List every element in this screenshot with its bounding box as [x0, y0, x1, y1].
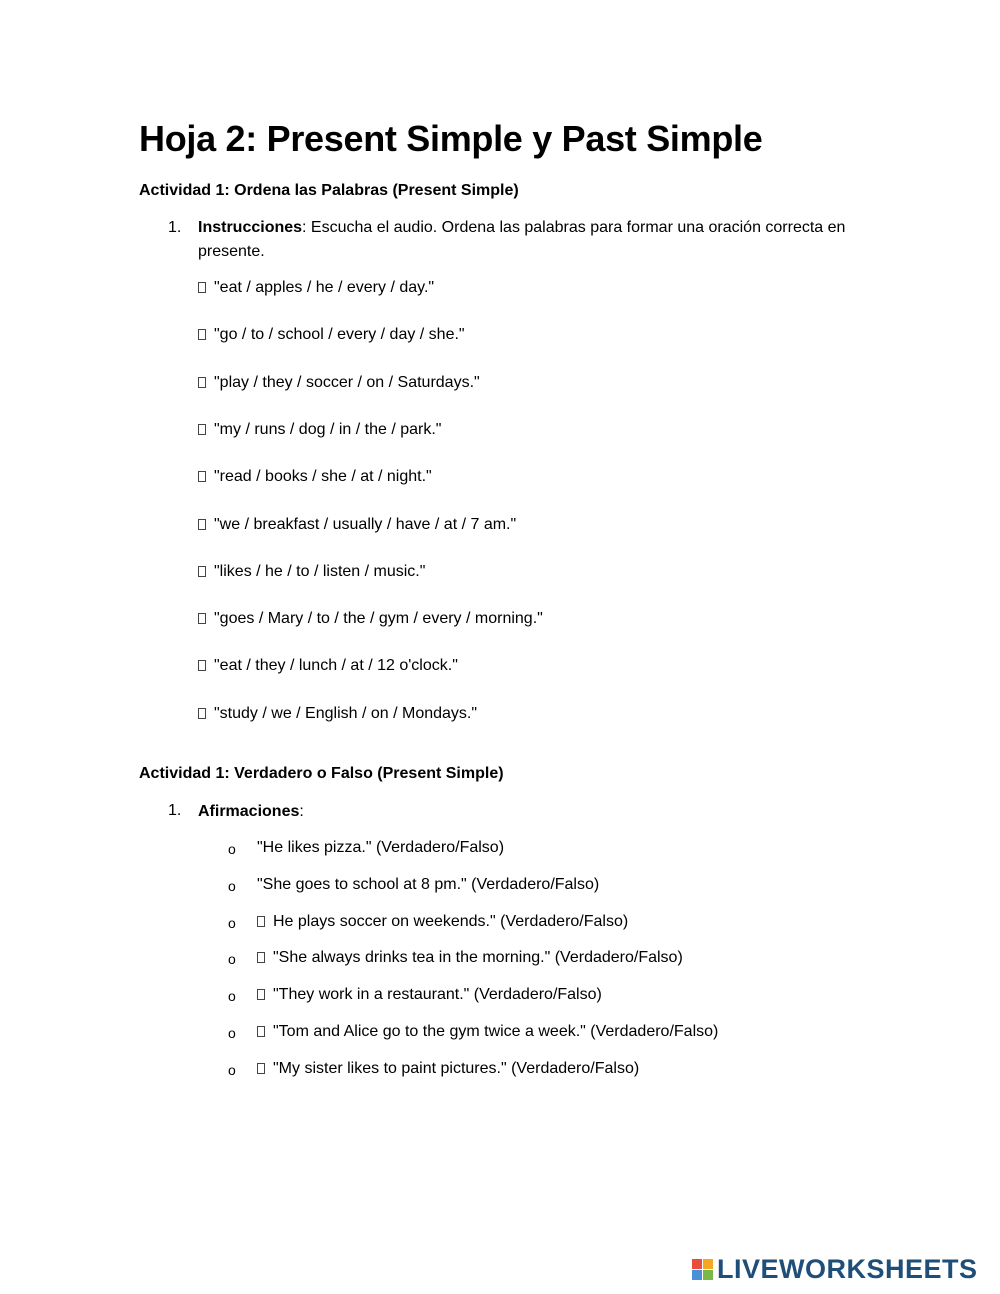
order-item-text: "go / to / school / every / day / she." — [214, 326, 465, 344]
statement-item — [257, 986, 602, 1004]
bullet-marker: o — [228, 1025, 236, 1041]
order-item — [198, 374, 480, 392]
checkbox-glyph-icon — [257, 916, 265, 927]
logo-square — [692, 1270, 702, 1280]
bullet-marker: o — [228, 877, 236, 894]
activity1-instructions — [198, 216, 858, 264]
instructions-label: Instrucciones — [198, 219, 303, 236]
statement-item — [257, 1023, 718, 1041]
statement-text: "Tom and Alice go to the gym twice a week." (Verdadero/Falso) — [273, 1023, 719, 1040]
order-item-text: "read / books / she / at / night." — [214, 468, 432, 486]
order-item — [198, 563, 425, 581]
bullet-marker: o — [228, 951, 236, 968]
checkbox-glyph-icon — [198, 329, 206, 340]
logo-mark-icon — [692, 1259, 713, 1280]
statement-item — [257, 876, 599, 894]
statement-item — [257, 913, 628, 931]
order-item — [198, 326, 465, 344]
statement-text: "My sister likes to paint pictures." (Verdadero/Falso) — [273, 1059, 640, 1077]
statement-text: "They work in a restaurant." (Verdadero/Falso) — [273, 986, 602, 1004]
order-item-text: "eat / they / lunch / at / 12 o'clock." — [214, 657, 458, 675]
logo-text: LIVEWORKSHEETS — [717, 1253, 978, 1284]
liveworksheets-logo — [692, 1254, 978, 1284]
page-title: Hoja 2: Present Simple y Past Simple — [139, 118, 763, 159]
order-item — [198, 516, 516, 534]
order-item-text: "we / breakfast / usually / have / at / 7 am." — [214, 515, 517, 533]
statement-item — [257, 839, 504, 857]
order-item — [198, 279, 434, 297]
statement-text: He plays soccer on weekends." (Verdadero/Falso) — [273, 912, 629, 930]
order-item-text: "my / runs / dog / in / the / park." — [214, 420, 442, 438]
order-item — [198, 421, 441, 439]
order-item-text: "play / they / soccer / on / Saturdays." — [214, 373, 480, 391]
checkbox-glyph-icon — [198, 708, 206, 719]
order-item — [198, 705, 477, 723]
logo-square — [703, 1270, 713, 1280]
checkbox-glyph-icon — [198, 566, 206, 577]
logo-square — [703, 1259, 713, 1269]
checkbox-glyph-icon — [198, 377, 206, 388]
checkbox-glyph-icon — [198, 424, 206, 435]
order-item-text: "goes / Mary / to / the / gym / every / morning." — [214, 610, 543, 628]
statement-text: "He likes pizza." (Verdadero/Falso) — [257, 839, 505, 856]
bullet-marker: o — [228, 914, 236, 931]
bullet-marker: o — [228, 988, 236, 1005]
order-item — [198, 657, 458, 675]
statement-text: "She goes to school at 8 pm." (Verdadero/Falso) — [257, 875, 600, 893]
statement-text: "She always drinks tea in the morning." (Verdadero/Falso) — [273, 949, 683, 967]
order-item — [198, 468, 432, 486]
checkbox-glyph-icon — [198, 613, 206, 624]
activity2-heading: Actividad 1: Verdadero o Falso (Present Simple) — [139, 765, 504, 782]
order-item-text: "eat / apples / he / every / day." — [214, 279, 435, 296]
bullet-marker: o — [228, 841, 236, 857]
checkbox-glyph-icon — [257, 952, 265, 963]
instructions-text: : Escucha el audio. Ordena las palabras para formar una oración correcta en presente. — [198, 219, 846, 260]
bullet-marker: o — [228, 1061, 236, 1078]
order-item — [198, 610, 543, 628]
checkbox-glyph-icon — [257, 989, 265, 1000]
order-item-text: "likes / he / to / listen / music." — [214, 562, 426, 580]
checkbox-glyph-icon — [257, 1063, 265, 1074]
checkbox-glyph-icon — [198, 519, 206, 530]
logo-square — [692, 1259, 702, 1269]
checkbox-glyph-icon — [198, 282, 206, 293]
checkbox-glyph-icon — [257, 1026, 265, 1037]
affirmations-label: Afirmaciones — [198, 803, 300, 820]
statement-item — [257, 949, 683, 967]
checkbox-glyph-icon — [198, 471, 206, 482]
statement-item — [257, 1060, 639, 1078]
activity1-number: 1. — [168, 219, 182, 236]
affirmations-label-suffix: : — [299, 803, 304, 820]
activity2-number: 1. — [168, 802, 182, 819]
order-item-text: "study / we / English / on / Mondays." — [214, 704, 478, 722]
activity1-heading: Actividad 1: Ordena las Palabras (Present Simple) — [139, 182, 519, 199]
activity2-label — [198, 800, 858, 824]
checkbox-glyph-icon — [198, 660, 206, 671]
